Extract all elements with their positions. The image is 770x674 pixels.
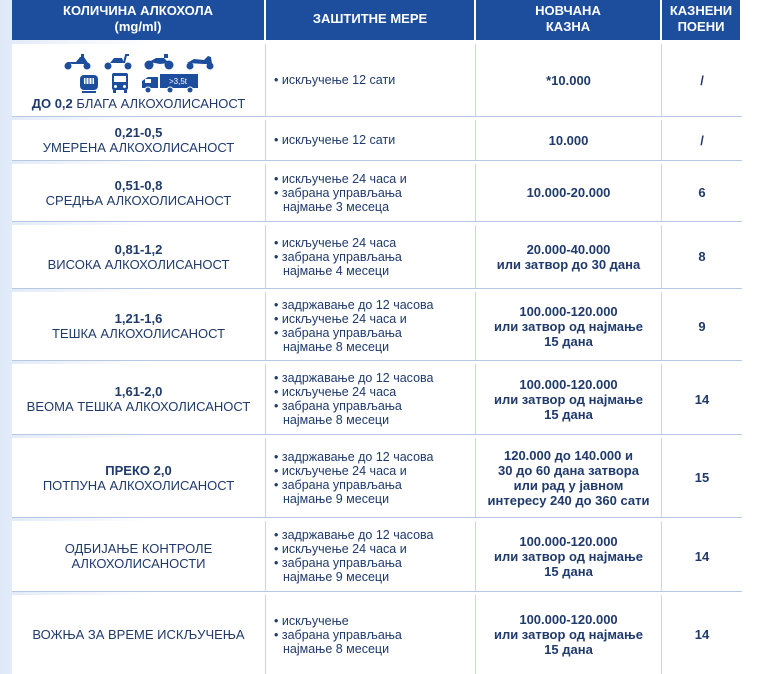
row-7-measures <box>266 521 476 591</box>
row-0-level <box>12 44 266 116</box>
header-points: КАЗНЕНИ ПОЕНИ <box>662 0 742 40</box>
row-3-desc: ВИСОКА АЛКОХОЛИСАНОСТ <box>47 256 230 272</box>
row-2-measure-2: најмање 3 месеца <box>283 199 390 214</box>
row-5-fine-2: 15 дана <box>544 406 593 422</box>
row-6-points <box>662 438 742 517</box>
row-6-measures <box>266 438 476 517</box>
row-8-measure-1: • забрана управљања <box>274 627 402 642</box>
row-6-level <box>12 438 266 517</box>
truck-icon <box>140 72 200 94</box>
row-5-points-value: 14 <box>694 391 710 407</box>
row-4-measure-2: • забрана управљања <box>274 326 402 340</box>
row-0-fine-0: *10.000 <box>546 72 591 88</box>
row-5-measure-1: • искључење 24 часа <box>274 385 397 399</box>
row-0-points <box>662 44 742 116</box>
row-5-measures <box>266 364 476 434</box>
row-6-measure-3: најмање 9 месеци <box>283 491 390 506</box>
penalty-table <box>12 0 742 674</box>
row-0-points-value: / <box>700 72 704 88</box>
row-1-desc: УМЕРЕНА АЛКОХОЛИСАНОСТ <box>42 140 235 155</box>
row-0-range: ДО 0,2 <box>31 95 73 111</box>
row-0-fine <box>476 44 662 116</box>
row-3-points <box>662 225 742 288</box>
row-7-measure-2: • забрана управљања <box>274 556 402 570</box>
row-8-measures <box>266 595 476 674</box>
row-6-measure-1: • искључење 24 часа и <box>274 463 407 478</box>
vehicle-icons-row-2 <box>78 72 200 94</box>
vehicle-icons-row-1 <box>62 50 216 72</box>
row-5-measure-3: најмање 8 месеци <box>283 413 390 427</box>
row-7-fine <box>476 521 662 591</box>
row-6-measure-2: • забрана управљања <box>274 477 402 492</box>
row-3-points-value: 8 <box>698 249 706 264</box>
row-2-range: 0,51-0,8 <box>114 177 163 193</box>
scooter-icon <box>62 52 94 70</box>
row-6-fine <box>476 438 662 517</box>
row-4-points-value: 9 <box>698 318 706 334</box>
row-6-fine-1: 30 до 60 дана затвора <box>498 462 639 478</box>
row-2-fine <box>476 164 662 221</box>
row-1-fine-0: 10.000 <box>548 132 589 148</box>
row-5-level <box>12 364 266 434</box>
row-8-points-value: 14 <box>694 627 710 642</box>
row-4-fine-2: 15 дана <box>544 333 593 349</box>
row-6-measure-0: • задржавање до 12 часова <box>274 449 434 464</box>
row-2-fine-0: 10.000-20.000 <box>526 185 611 200</box>
row-4-fine <box>476 292 662 360</box>
row-7-fine-1: или затвор од најмање <box>493 548 644 564</box>
row-4-points <box>662 292 742 360</box>
row-1-measures <box>266 120 476 160</box>
row-2-points-value: 6 <box>698 185 706 200</box>
scooter-alt-icon <box>184 52 216 70</box>
row-0-desc: БЛАГА АЛКОХОЛИСАНОСТ <box>76 95 246 111</box>
row-2-measure-1: • забрана управљања <box>274 185 402 200</box>
row-6-points-value: 15 <box>694 470 710 485</box>
row-3-measure-1: • забрана управљања <box>274 249 402 264</box>
row-8-fine-0: 100.000-120.000 <box>519 612 618 627</box>
row-5-fine-1: или затвор од најмање <box>493 391 644 407</box>
row-7-points-value: 14 <box>694 548 710 564</box>
header-protective-measures: ЗАШТИТНЕ МЕРЕ <box>266 0 476 40</box>
row-8-fine-2: 15 дана <box>544 642 593 657</box>
row-5-range: 1,61-2,0 <box>114 384 163 399</box>
row-4-level <box>12 292 266 360</box>
row-8-fine-1: или затвор од најмање <box>493 627 644 642</box>
row-7-fine-0: 100.000-120.000 <box>519 533 618 549</box>
row-5-fine-0: 100.000-120.000 <box>519 376 618 392</box>
row-8-measure-2: најмање 8 месеци <box>283 641 390 656</box>
bus-icon <box>110 72 130 94</box>
row-3-level <box>12 225 266 288</box>
row-6-fine-3: интересу 240 до 360 сати <box>487 492 650 508</box>
row-4-measure-0: • задржавање до 12 часова <box>274 298 434 312</box>
row-1-points-value: / <box>700 132 704 148</box>
row-7-desc: ОДБИЈАЊЕ КОНТРОЛЕ АЛКОХОЛИСАНОСТИ <box>64 541 213 571</box>
row-3-range: 0,81-1,2 <box>114 241 163 257</box>
row-2-desc: СРЕДЊА АЛКОХОЛИСАНОСТ <box>45 192 232 208</box>
tram-icon <box>78 72 100 94</box>
row-3-measure-2: најмање 4 месеци <box>283 263 390 278</box>
row-7-fine-2: 15 дана <box>544 563 593 579</box>
header-alcohol-amount: КОЛИЧИНА АЛКОХОЛА (mg/ml) <box>12 0 266 40</box>
row-3-fine-1: или затвор до 30 дана <box>496 256 641 272</box>
row-2-points <box>662 164 742 221</box>
row-1-level <box>12 120 266 160</box>
row-8-points <box>662 595 742 674</box>
row-1-measure-0: • искључење 12 сати <box>274 133 396 147</box>
row-5-points <box>662 364 742 434</box>
row-0-measure-0: • искључење 12 сати <box>274 73 396 87</box>
row-2-measures <box>266 164 476 221</box>
row-7-measure-1: • искључење 24 часа и <box>274 542 407 556</box>
row-6-range: ПРЕКО 2,0 <box>105 462 172 478</box>
row-4-measure-3: најмање 8 месеци <box>283 340 390 354</box>
row-8-fine <box>476 595 662 674</box>
row-5-fine <box>476 364 662 434</box>
row-3-fine-0: 20.000-40.000 <box>526 241 611 257</box>
row-4-desc: ТЕШКА АЛКОХОЛИСАНОСТ <box>51 326 226 341</box>
row-4-measure-1: • искључење 24 часа и <box>274 312 407 326</box>
row-3-measure-0: • искључење 24 часа <box>274 235 397 250</box>
row-6-desc: ПОТПУНА АЛКОХОЛИСАНОСТ <box>42 477 235 493</box>
row-4-fine-1: или затвор од најмање <box>493 318 644 334</box>
row-4-measures <box>266 292 476 360</box>
header-fine: НОВЧАНА КАЗНА <box>476 0 662 40</box>
row-1-fine <box>476 120 662 160</box>
row-3-fine <box>476 225 662 288</box>
truck-weight-label: >3,5t <box>168 76 187 86</box>
row-0-measures <box>266 44 476 116</box>
row-8-measure-0: • искључење <box>274 613 349 628</box>
row-5-desc: ВЕОМА ТЕШКА АЛКОХОЛИСАНОСТ <box>26 399 251 414</box>
row-8-desc: ВОЖЊА ЗА ВРЕМЕ ИСКЉУЧЕЊА <box>32 627 245 642</box>
row-4-range: 1,21-1,6 <box>114 311 163 326</box>
row-8-level <box>12 595 266 674</box>
row-6-fine-2: или рад у јавном <box>513 477 624 493</box>
row-7-points <box>662 521 742 591</box>
row-3-measures <box>266 225 476 288</box>
row-7-level <box>12 521 266 591</box>
row-4-fine-0: 100.000-120.000 <box>519 303 618 319</box>
row-1-points <box>662 120 742 160</box>
moped-icon <box>102 52 134 70</box>
row-7-measure-0: • задржавање до 12 часова <box>274 528 434 542</box>
row-5-measure-2: • забрана управљања <box>274 399 402 413</box>
row-2-measure-0: • искључење 24 часа и <box>274 171 407 186</box>
row-2-level <box>12 164 266 221</box>
row-6-fine-0: 120.000 до 140.000 и <box>503 447 633 463</box>
motorcycle-icon <box>142 52 176 70</box>
row-5-measure-0: • задржавање до 12 часова <box>274 371 434 385</box>
row-7-measure-3: најмање 9 месеци <box>283 570 390 584</box>
row-1-range: 0,21-0,5 <box>114 125 163 140</box>
